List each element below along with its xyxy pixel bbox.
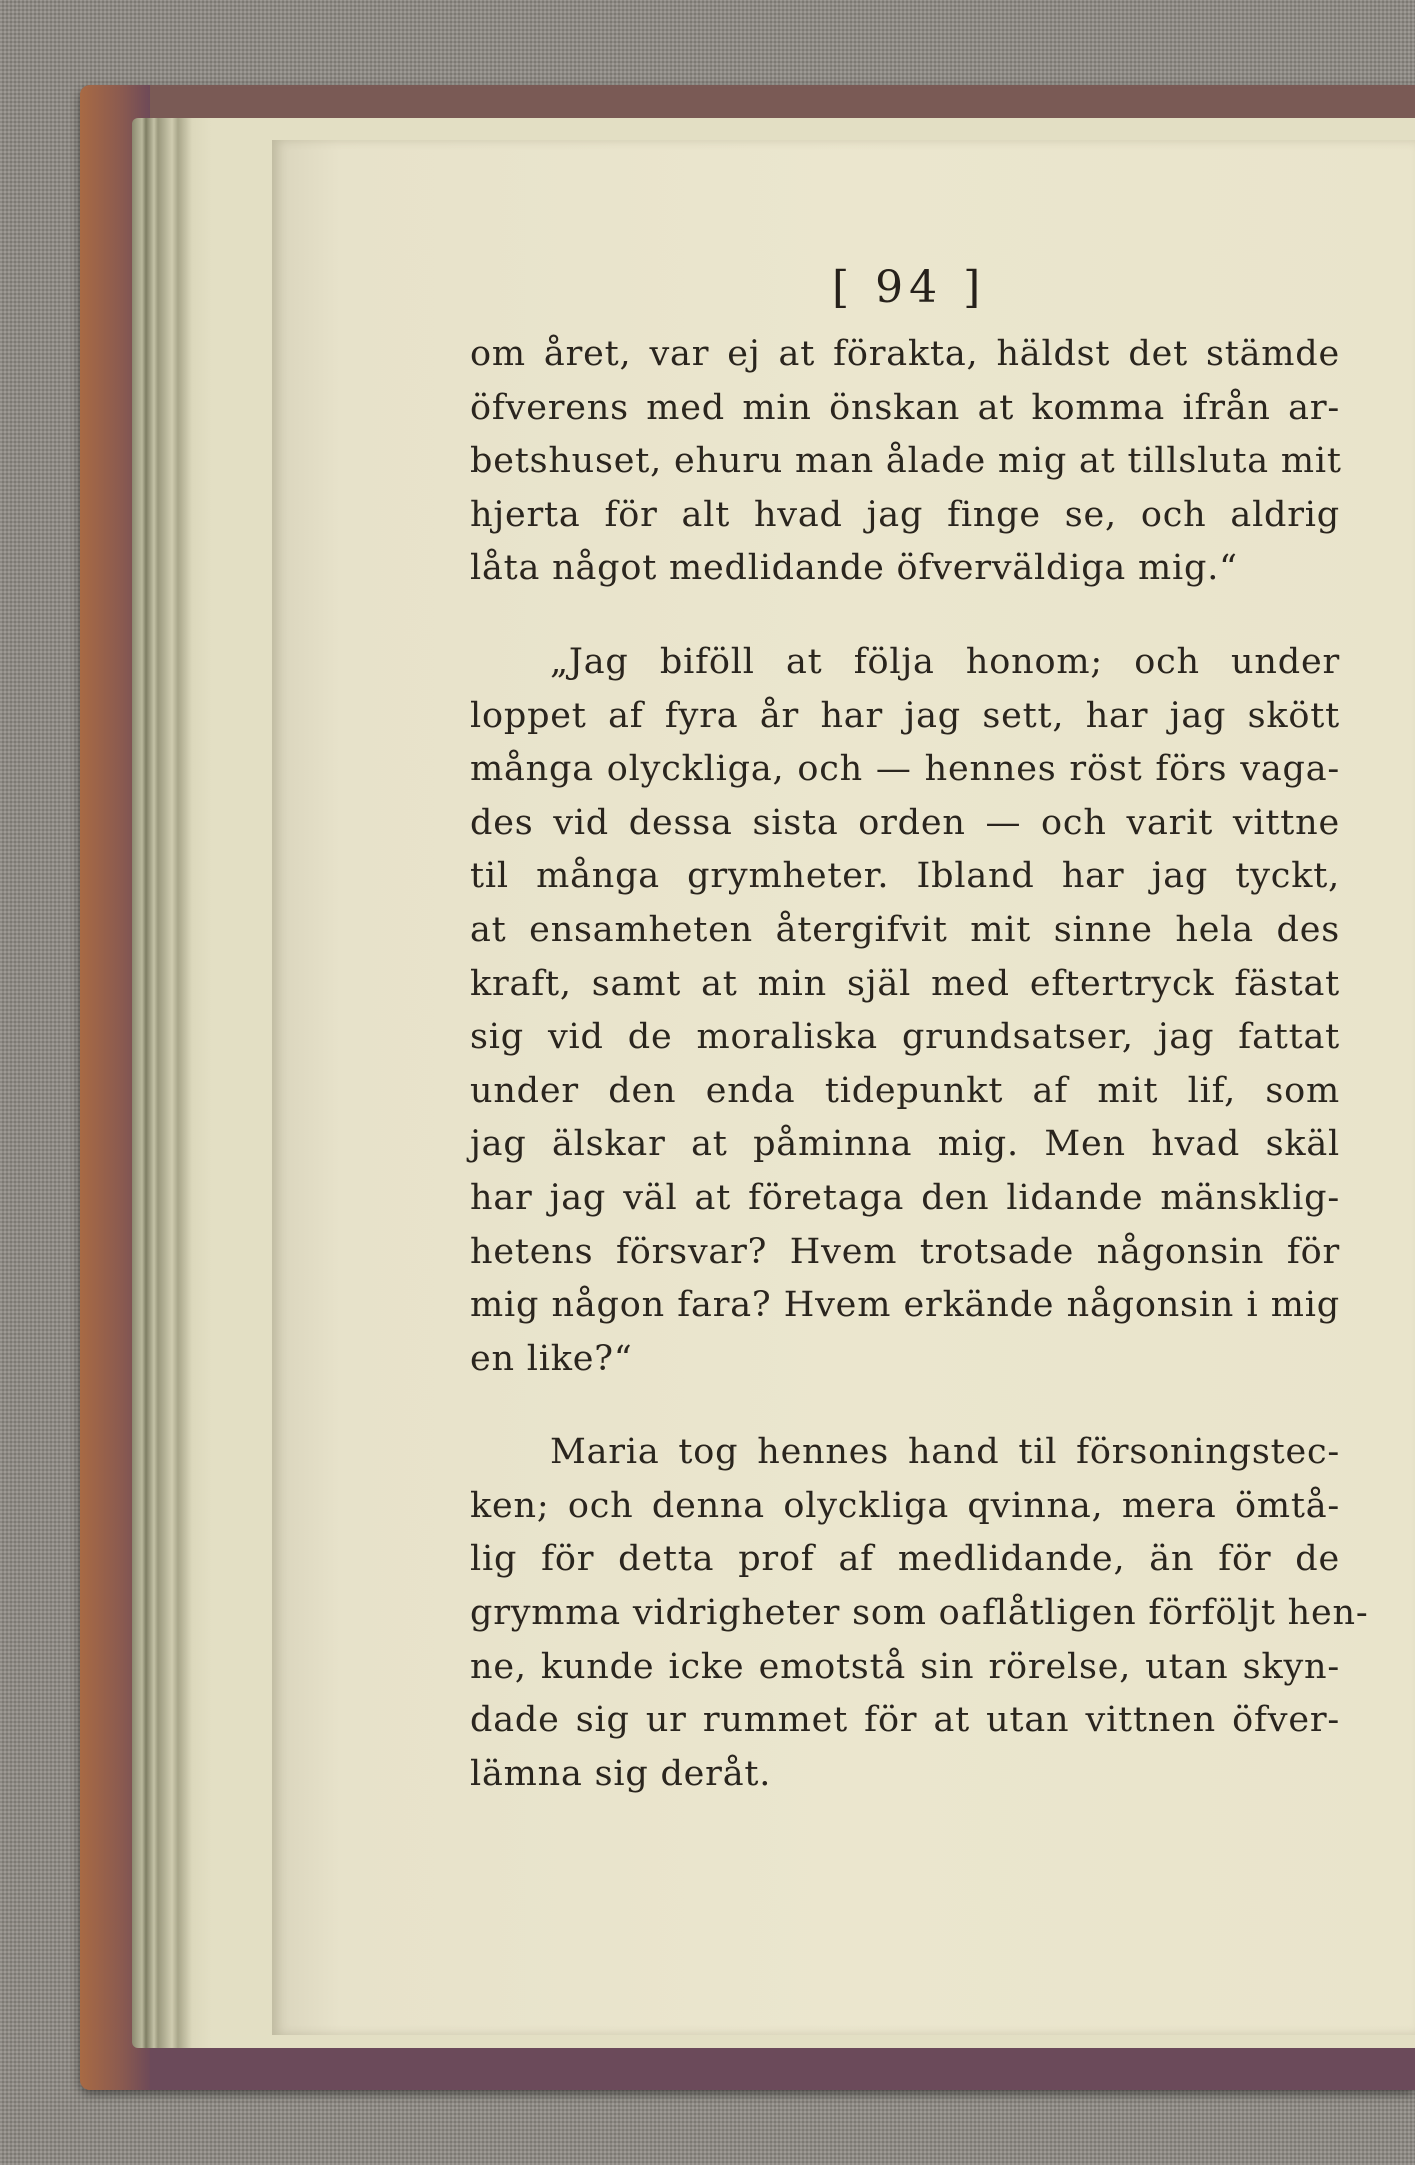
text-line: ken; och denna olyckliga qvinna, mera ömtå- <box>470 1485 1340 1526</box>
text-line: betshuset, ehuru man ålade mig at tillsluta mit <box>470 441 1342 482</box>
text-line: dade sig ur rummet för at utan vittnen öfver- <box>470 1700 1340 1741</box>
body-text <box>470 328 1369 1801</box>
text-line: ne, kunde icke emotstå sin rörelse, utan skyn- <box>470 1646 1340 1687</box>
text-line: „Jag biföll at följa honom; och under <box>550 641 1340 682</box>
text-line: har jag väl at företaga den lidande mänsklig- <box>470 1177 1340 1218</box>
text-line: lämna sig deråt. <box>470 1753 772 1794</box>
text-line: at ensamheten återgifvit mit sinne hela des <box>470 909 1340 950</box>
text-line: des vid dessa sista orden — och varit vittne <box>470 802 1340 843</box>
text-line: Maria tog hennes hand til försoningstec- <box>550 1432 1340 1473</box>
text-line: kraft, samt at min själ med eftertryck fästat <box>470 963 1340 1004</box>
text-line: grymma vidrigheter som oaflåtligen förföljt hen- <box>470 1593 1369 1634</box>
text-line: under den enda tidepunkt af mit lif, som <box>470 1070 1340 1111</box>
text-line: lig för detta prof af medlidande, än för de <box>470 1539 1340 1580</box>
text-line: mig någon fara? Hvem erkände någonsin i mig <box>470 1285 1340 1326</box>
text-line: många olyckliga, och — hennes röst förs vaga- <box>470 749 1340 790</box>
paragraph <box>470 636 1340 1386</box>
text-line: loppet af fyra år har jag sett, har jag skött <box>470 695 1340 736</box>
text-line: sig vid de moraliska grundsatser, jag fattat <box>470 1017 1340 1058</box>
paragraph-gap <box>470 596 1340 636</box>
paragraph <box>470 328 1340 596</box>
paragraph <box>470 1426 1369 1801</box>
page-number-header: [ 94 ] <box>832 262 987 313</box>
text-line: hjerta för alt hvad jag finge se, och aldrig <box>470 494 1340 535</box>
text-line: en like?“ <box>470 1338 633 1379</box>
paragraph-gap <box>470 1386 1340 1426</box>
text-line: hetens försvar? Hvem trotsade någonsin för <box>470 1231 1340 1272</box>
text-line: öfverens med min önskan at komma ifrån ar- <box>470 387 1340 428</box>
text-line: til många grymheter. Ibland har jag tyckt, <box>470 856 1340 897</box>
text-line: låta något medlidande öfverväldiga mig.“ <box>470 548 1238 589</box>
text-line: jag älskar at påminna mig. Men hvad skäl <box>470 1124 1340 1165</box>
text-line: om året, var ej at förakta, häldst det stämde <box>470 334 1340 374</box>
